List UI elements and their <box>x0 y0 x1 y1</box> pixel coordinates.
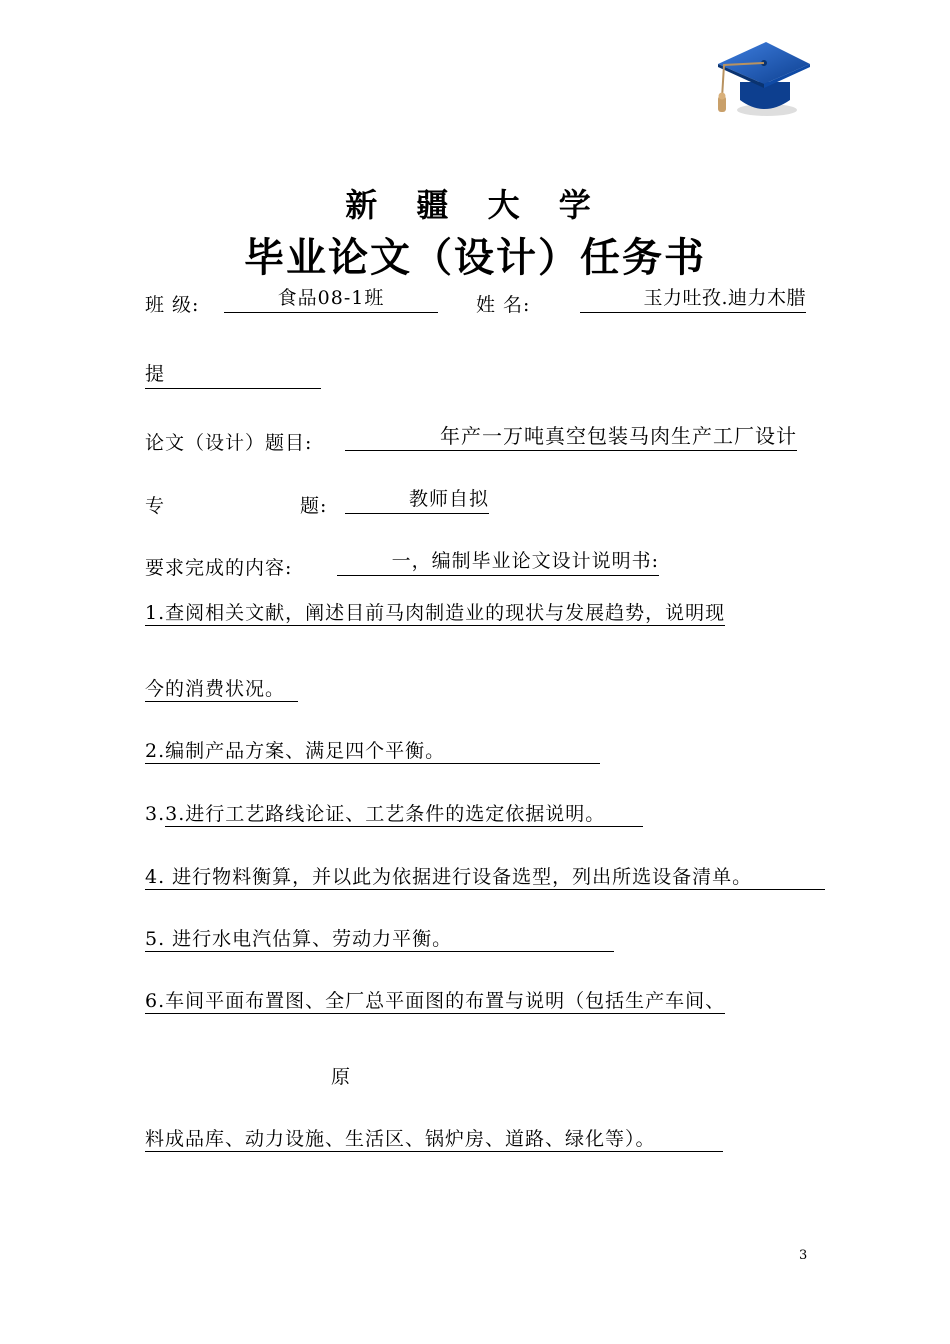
page-number: 3 <box>799 1248 808 1263</box>
class-value: 食品08-1班 <box>224 286 438 313</box>
name-value: 玉力吐孜.迪力木腊 <box>580 286 806 313</box>
major-value: 教师自拟 <box>345 487 489 514</box>
topic-label: 论文（设计）题目: <box>145 432 313 454</box>
document-title: 毕业论文（设计）任务书 <box>244 234 706 281</box>
requirement-line: 4. 进行物料衡算，并以此为依据进行设备选型，列出所选设备清单。 <box>145 865 825 890</box>
requirement-text: 3.进行工艺路线论证、工艺条件的选定依据说明。 <box>165 802 643 827</box>
requirement-line: 6.车间平面布置图、全厂总平面图的布置与说明（包括生产车间、 <box>145 990 726 1012</box>
requirement-line: 5. 进行水电汽估算、劳动力平衡。 <box>145 927 614 952</box>
topic-value: 年产一万吨真空包装马肉生产工厂设计 <box>345 424 797 451</box>
requirement-line: 料成品库、动力设施、生活区、锅炉房、道路、绿化等）。 <box>145 1127 723 1152</box>
requirement-line: 2.编制产品方案、满足四个平衡。 <box>145 739 600 764</box>
name-value-continued: 提 <box>145 362 321 389</box>
major-label-colon: 题: <box>300 495 328 517</box>
name-label: 姓 名: <box>476 294 531 316</box>
graduation-cap-icon <box>712 38 812 124</box>
requirement-line: 1.查阅相关文献，阐述目前马肉制造业的现状与发展趋势，说明现 <box>145 602 726 624</box>
requirements-header: 一，编制毕业论文设计说明书: <box>337 549 659 576</box>
requirements-label: 要求完成的内容: <box>145 557 293 579</box>
requirement-line: 原 <box>331 1066 352 1088</box>
major-label: 专 <box>145 495 166 517</box>
requirement-line: 3.3.进行工艺路线论证、工艺条件的选定依据说明。 <box>145 802 643 827</box>
university-name: 新 疆 大 学 <box>345 186 605 224</box>
class-label: 班 级: <box>145 294 200 316</box>
requirement-line: 今的消费状况。 <box>145 677 298 702</box>
